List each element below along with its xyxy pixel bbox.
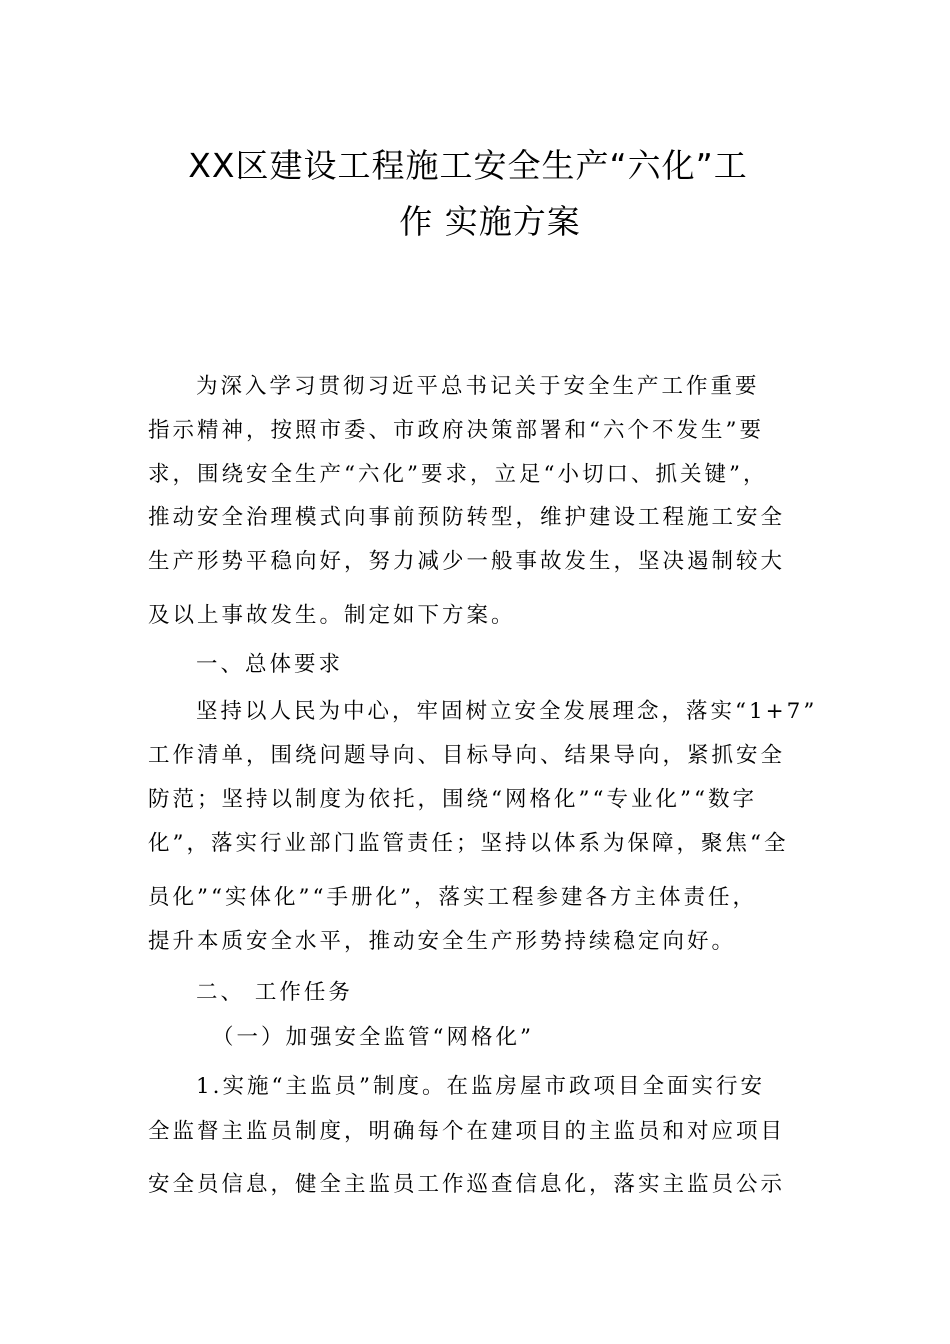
- document-title-line-2: 作 实施方案: [399, 202, 581, 241]
- section-heading-1: 一、总体要求: [196, 652, 344, 677]
- paragraph-task-line-3: 安全员信息，健全主监员工作巡查信息化，落实主监员公示: [148, 1172, 786, 1197]
- paragraph-requirements-line-1: 坚持以人民为中心，牢固树立安全发展理念，落实“1+7”: [196, 699, 818, 724]
- paragraph-requirements-line-4: 化”，落实行业部门监管责任；坚持以体系为保障，聚焦“全: [148, 831, 789, 856]
- paragraph-intro-line-5: 生产形势平稳向好，努力减少一般事故发生，坚决遏制较大: [148, 549, 786, 574]
- paragraph-requirements-line-6: 提升本质安全水平，推动安全生产形势持续稳定向好。: [148, 929, 737, 954]
- paragraph-intro-line-3: 求，围绕安全生产“六化”要求，立足“小切口、抓关键”，: [148, 462, 768, 487]
- paragraph-requirements-line-2: 工作清单，围绕问题导向、目标导向、结果导向，紧抓安全: [148, 743, 786, 768]
- paragraph-intro-line-1: 为深入学习贯彻习近平总书记关于安全生产工作重要: [196, 374, 760, 399]
- subsection-heading-1: （一）加强安全监管“网格化”: [212, 1025, 534, 1050]
- paragraph-task-line-1: 1.实施“主监员”制度。在监房屋市政项目全面实行安: [196, 1074, 765, 1099]
- paragraph-intro-line-4: 推动安全治理模式向事前预防转型，维护建设工程施工安全: [148, 505, 786, 530]
- paragraph-requirements-line-5: 员化”“实体化”“手册化”，落实工程参建各方主体责任，: [148, 885, 757, 910]
- paragraph-intro-line-2: 指示精神，按照市委、市政府决策部署和“六个不发生”要: [148, 418, 764, 443]
- paragraph-requirements-line-3: 防范；坚持以制度为依托，围绕“网格化”“专业化”“数字: [148, 787, 757, 812]
- document-title-line-1: XX区建设工程施工安全生产“六化”工: [188, 146, 748, 185]
- paragraph-intro-line-6: 及以上事故发生。制定如下方案。: [148, 603, 516, 628]
- paragraph-task-line-2: 全监督主监员制度，明确每个在建项目的主监员和对应项目: [148, 1119, 786, 1144]
- section-heading-2: 二、 工作任务: [196, 980, 353, 1005]
